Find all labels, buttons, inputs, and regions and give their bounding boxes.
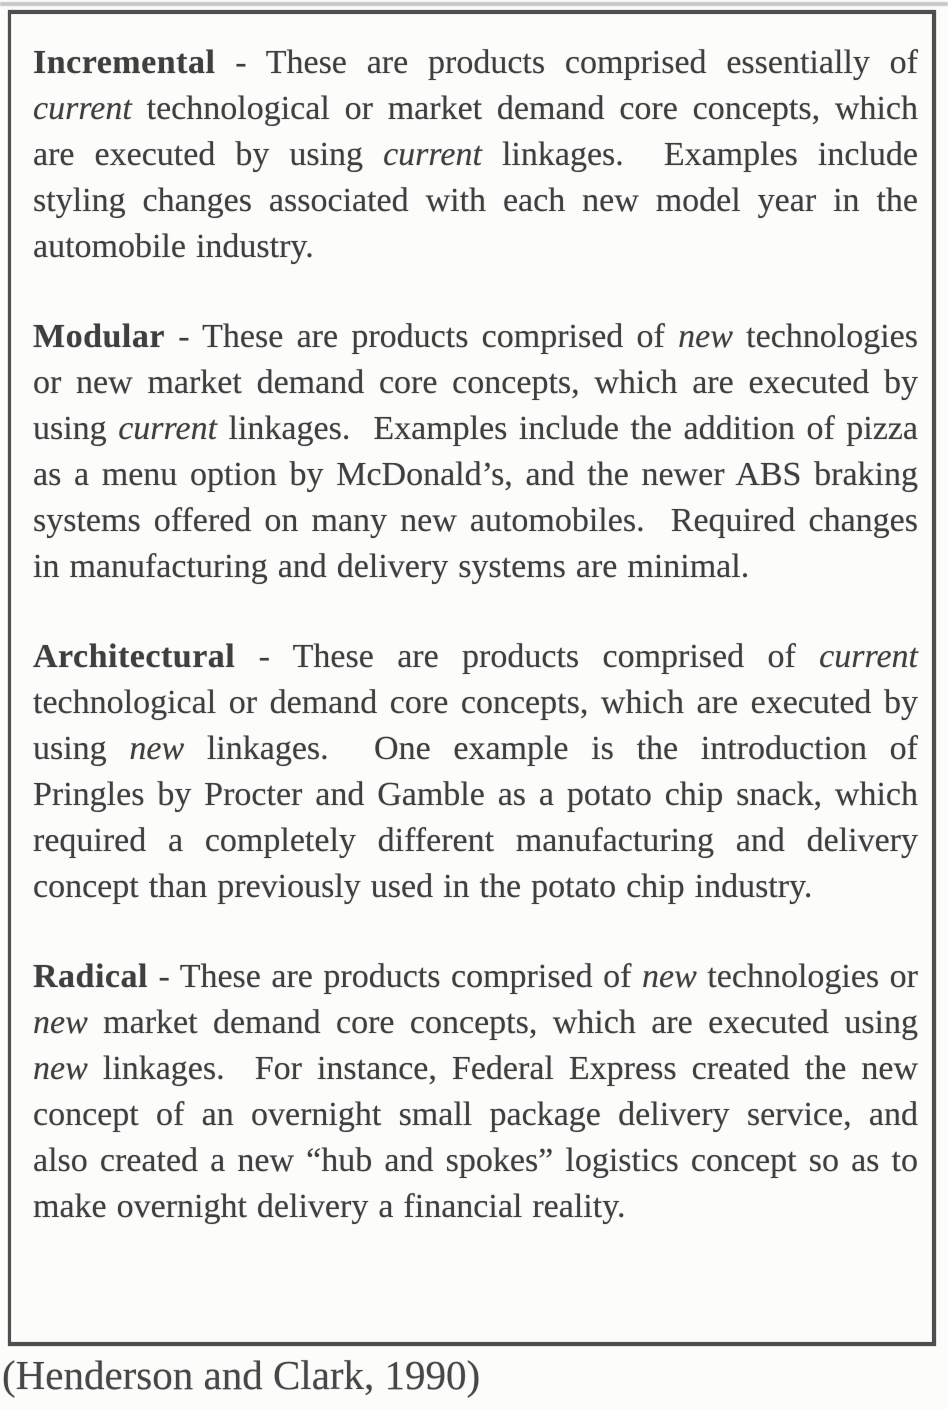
emphasis-text: new — [33, 1050, 88, 1087]
paragraph-list — [33, 40, 928, 1230]
term-label: Incremental — [33, 44, 216, 81]
body-text: linkages. Examples include styling changes associated with each new model year in the automobile industry. — [33, 136, 928, 265]
body-text: - These are products comprised of — [147, 958, 643, 995]
paragraph-incremental — [33, 40, 928, 270]
paragraph-architectural — [33, 634, 928, 910]
body-text: technologies or new market demand core concepts, which are executed by using — [33, 318, 928, 447]
body-text: linkages. One example is the introduction of Pringles by Procter and Gamble as a potato chip snack, which required a completely different manufacturing and delivery concept than previously used in the potato chip industry. — [33, 730, 928, 905]
emphasis-text: new — [642, 958, 697, 995]
emphasis-text: new — [129, 730, 185, 767]
citation-text: (Henderson and Clark, 1990) — [2, 1352, 481, 1398]
body-text: - These are products comprised of — [164, 318, 679, 355]
body-text: technologies or — [696, 958, 928, 995]
body-text: market demand core concepts, which are executed using — [87, 1004, 928, 1041]
body-text: linkages. For instance, Federal Express created the new concept of an overnight small package delivery service, and also created a new “hub and spokes” logistics concept so as to make overnight delivery a financial reality. — [33, 1050, 928, 1225]
emphasis-text: current — [118, 410, 218, 447]
scan-artifact-line — [0, 2, 948, 6]
body-text: - These are products comprised of — [235, 638, 820, 675]
term-label: Architectural — [33, 638, 236, 675]
body-text: linkages. Examples include the addition of pizza as a menu option by McDonald’s, and the newer ABS braking systems offered on many new automobiles. Required changes in manufacturing and delivery systems are minimal. — [33, 410, 928, 585]
term-label: Radical — [33, 958, 148, 995]
body-text: technological or demand core concepts, which are executed by using — [33, 638, 928, 767]
emphasis-text: new — [678, 318, 733, 355]
emphasis-text: current — [33, 90, 132, 127]
body-text: technological or market demand core concepts, which are executed by using — [33, 90, 928, 173]
paragraph-modular — [33, 314, 928, 590]
term-label: Modular — [33, 318, 165, 355]
paragraph-radical — [33, 954, 928, 1230]
definitions-box — [8, 10, 936, 1346]
emphasis-text: current — [819, 638, 918, 675]
body-text: - These are products comprised essentially of — [215, 44, 928, 81]
emphasis-text: new — [33, 1004, 88, 1041]
emphasis-text: current — [383, 136, 482, 173]
